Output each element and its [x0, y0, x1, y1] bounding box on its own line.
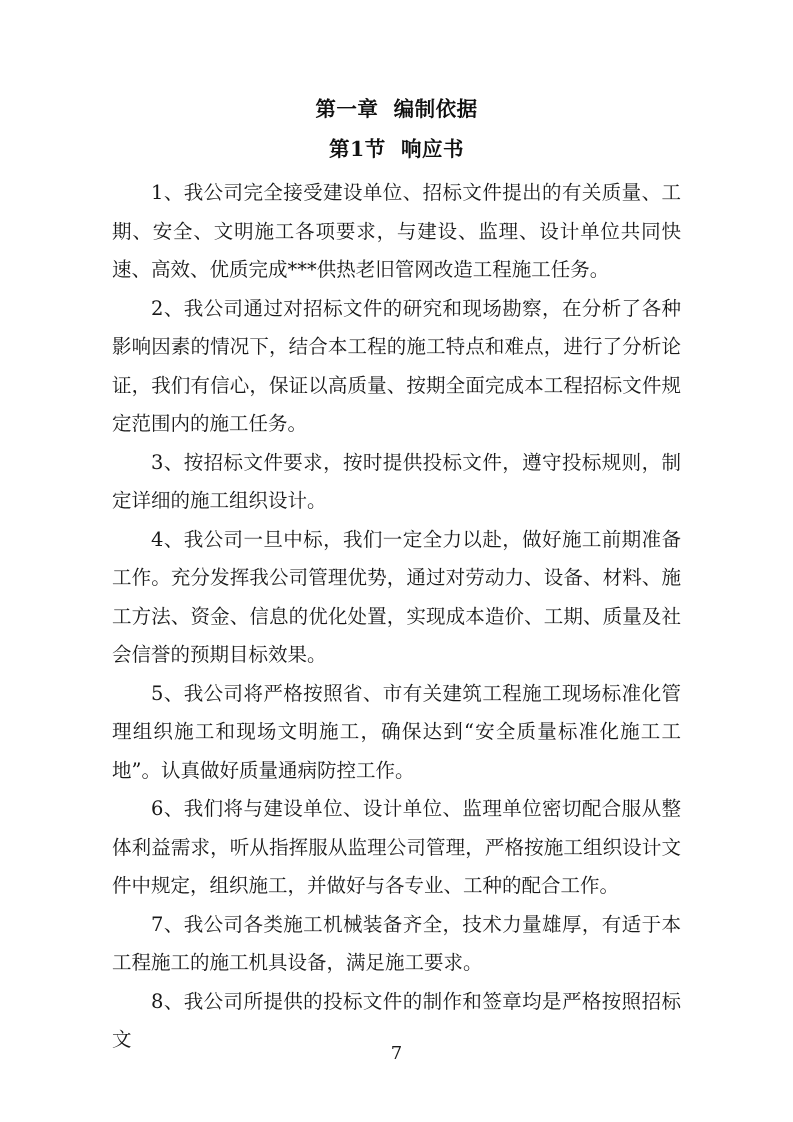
body-paragraph-4: 4、我公司一旦中标，我们一定全力以赴，做好施工前期准备工作。充分发挥我公司管理优势，通过对劳动力、设备、材料、施工方法、资金、信息的优化处置，实现成本造价、工期、质量及社会信誉的预期目标效果。	[112, 527, 681, 666]
body-paragraph-1: 1、我公司完全接受建设单位、招标文件提出的有关质量、工期、安全、文明施工各项要求，与建设、监理、设计单位共同快速、高效、优质完成***供热老旧管网改造工程施工任务。	[112, 181, 681, 281]
body-paragraph-7: 7、我公司各类施工机械装备齐全，技术力量雄厚，有适于本工程施工的施工机具设备，满足施工要求。	[112, 912, 681, 974]
section-heading: 第1节 响应书	[328, 136, 465, 161]
document-body	[112, 90, 681, 1060]
body-paragraph-5: 5、我公司将严格按照省、市有关建筑工程施工现场标准化管理组织施工和现场文明施工，确保达到“安全质量标准化施工工地”。认真做好质量通病防控工作。	[112, 681, 681, 782]
chapter-heading: 第一章 编制依据	[315, 97, 478, 121]
page-number: 7	[390, 1043, 403, 1064]
body-paragraph-6: 6、我们将与建设单位、设计单位、监理单位密切配合服从整体利益需求，听从指挥服从监理公司管理，严格按施工组织设计文件中规定，组织施工，并做好与各专业、工种的配合工作。	[112, 797, 681, 897]
body-paragraph-2: 2、我公司通过对招标文件的研究和现场勘察，在分析了各种影响因素的情况下，结合本工程的施工特点和难点，进行了分析论证，我们有信心，保证以高质量、按期全面完成本工程招标文件规定范围内的施工任务。	[112, 296, 681, 435]
body-paragraph-3: 3、按招标文件要求，按时提供投标文件，遵守投标规则，制定详细的施工组织设计。	[112, 450, 681, 512]
body-paragraph-8: 8、我公司所提供的投标文件的制作和签章均是严格按照招标文	[112, 989, 681, 1051]
